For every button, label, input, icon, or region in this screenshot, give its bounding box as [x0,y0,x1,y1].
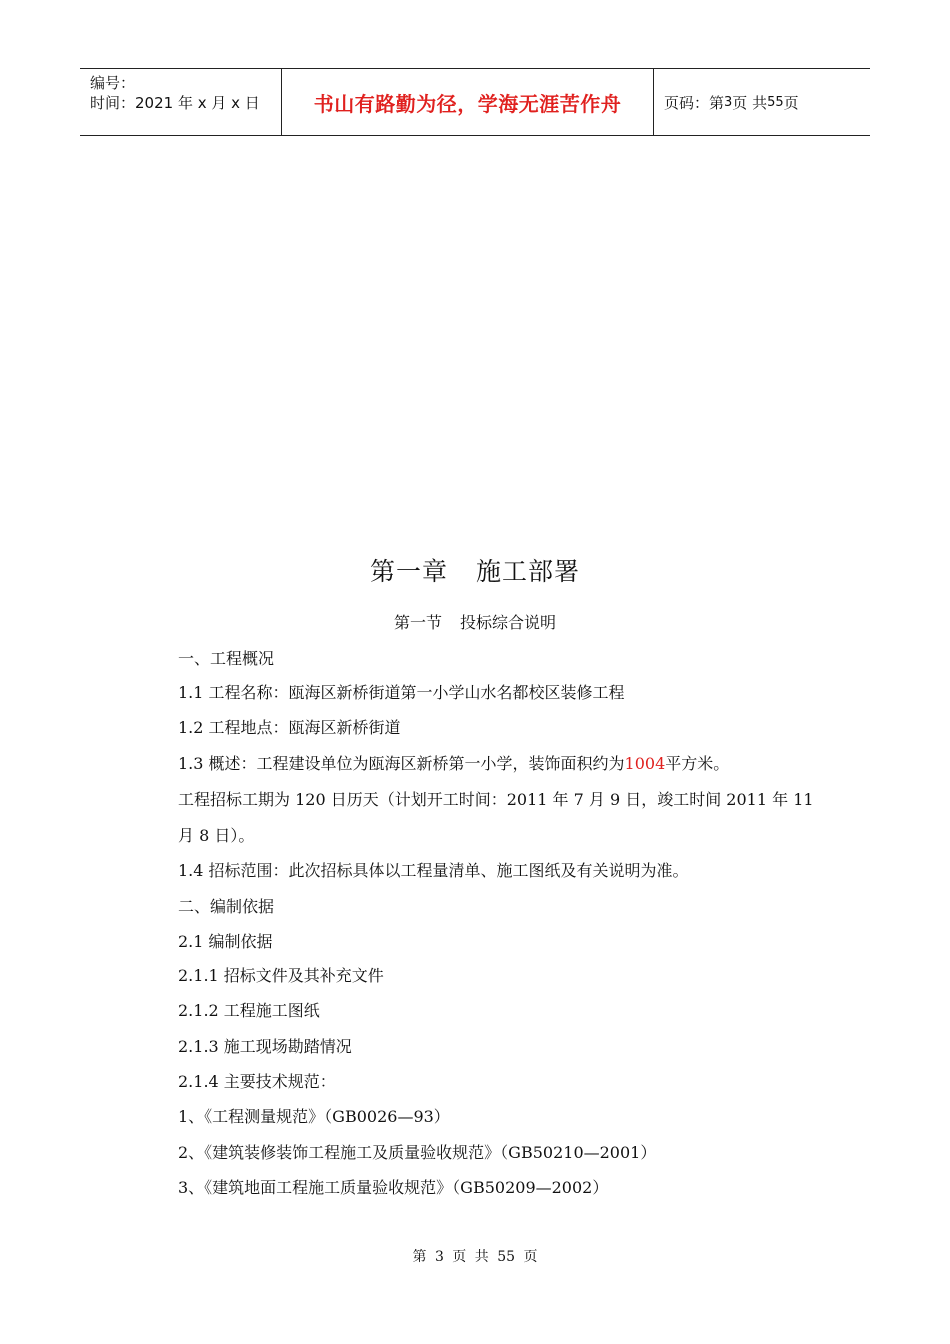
paragraph-project-location: 1.2 工程地点：瓯海区新桥街道 [178,718,401,737]
paragraph-overview [178,751,729,774]
page-footer: 第 3 页 共 55 页 [412,1249,538,1265]
list-item-tech-specs: 2.1.4 主要技术规范： [178,1072,336,1091]
section-title [0,610,950,633]
spec-item-1: 1、《工程测量规范》（GB0026—93） [178,1107,450,1126]
paragraph-schedule-cont: 月 8 日）。 [178,826,255,845]
motto-text: 书山有路勤为径，学海无涯苦作舟 [313,91,622,116]
header-motto-cell [281,69,654,135]
heading-basis: 二、编制依据 [178,897,275,916]
list-item-tender-docs: 2.1.1 招标文件及其补充文件 [178,966,384,985]
section-label: 第一节 [393,613,442,632]
paragraph-schedule: 工程招标工期为 120 日历天（计划开工时间：2011 年 7 月 9 日，竣工时间 2011 年 11 [178,790,814,809]
page-current: 3 [724,94,733,110]
header-page-cell [654,69,870,135]
section-name: 投标综合说明 [460,613,557,632]
paragraph-basis: 2.1 编制依据 [178,932,273,951]
overview-text: 1.3 概述：工程建设单位为瓯海区新桥第一小学，装饰面积约为 [178,754,625,773]
number-label: 编号： [90,74,136,92]
spec-item-2: 2、《建筑装修装饰工程施工及质量验收规范》（GB50210—2001） [178,1143,657,1162]
heading-project-overview: 一、工程概况 [178,649,275,668]
chapter-title [0,552,950,588]
header-meta-cell [80,69,281,135]
chapter-name: 施工部署 [476,557,581,586]
spec-item-3: 3、《建筑地面工程施工质量验收规范》（GB50209—2002） [178,1178,609,1197]
page-middle: 页 共 [732,93,768,112]
area-unit: 平方米。 [665,754,730,773]
page-total: 55 [767,94,784,110]
chapter-label: 第一章 [369,557,448,586]
document-header [80,68,870,136]
paragraph-scope: 1.4 招标范围：此次招标具体以工程量清单、施工图纸及有关说明为准。 [178,861,689,880]
list-item-drawings: 2.1.2 工程施工图纸 [178,1001,320,1020]
page-suffix: 页 [783,93,799,112]
page-prefix: 页码：第 [664,93,725,112]
list-item-site-survey: 2.1.3 施工现场勘踏情况 [178,1037,352,1056]
paragraph-project-name: 1.1 工程名称：瓯海区新桥街道第一小学山水名都校区装修工程 [178,683,625,702]
area-value: 1004 [624,754,666,773]
date-label: 时间：2021 年 x 月 x 日 [90,94,260,112]
